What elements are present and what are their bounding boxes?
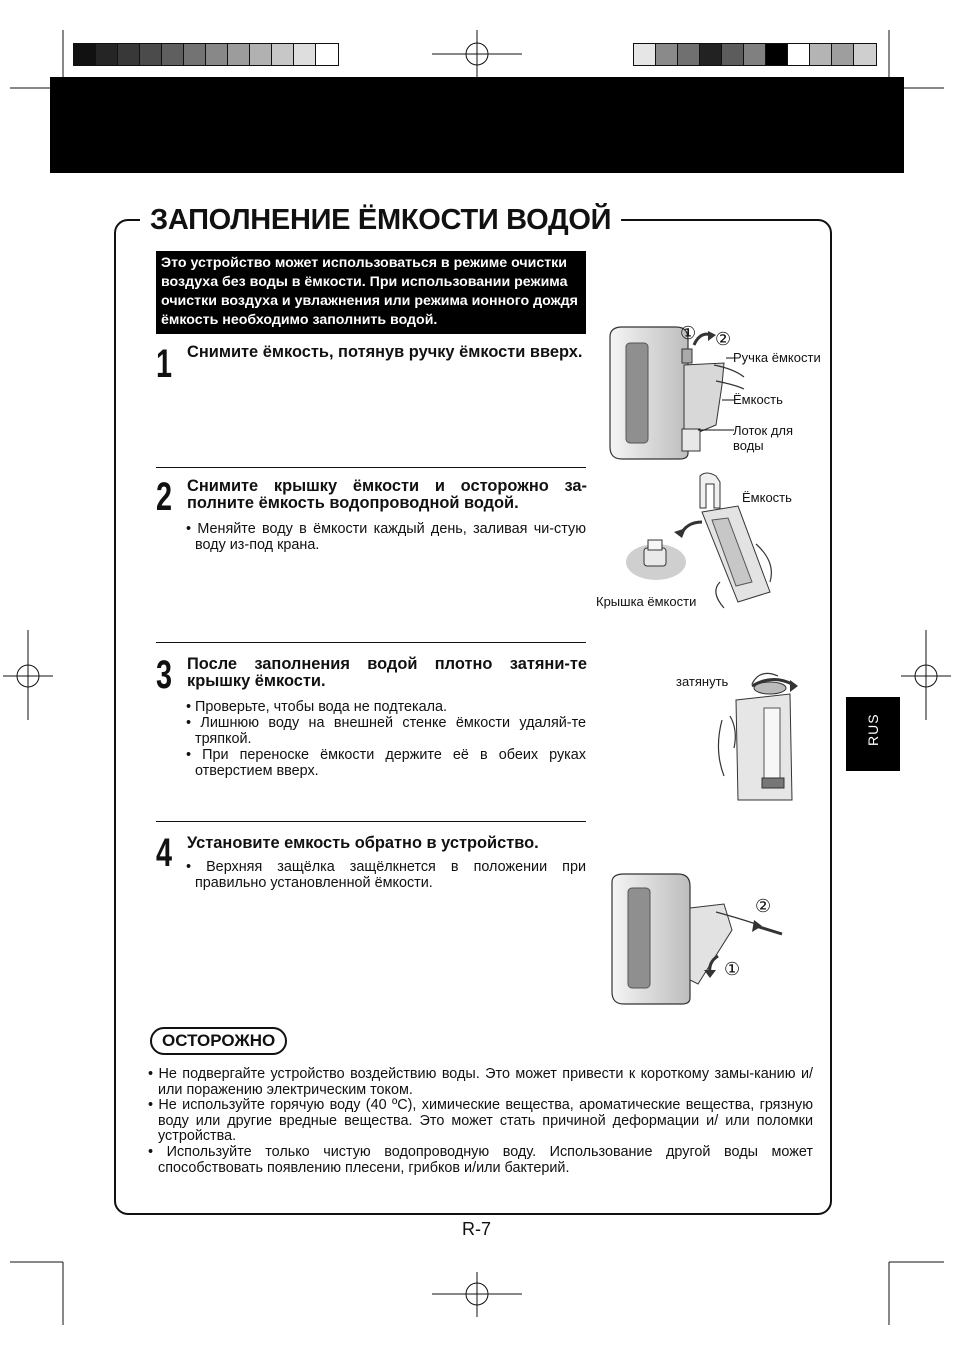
step-4-heading: Установите емкость обратно в устройство. [187,834,539,852]
step-4-bullet: • Верхняя защёлка защёлкнется в положении при правильно установленной ёмкости. [186,859,586,891]
step-3-heading: После заполнения водой плотно затяни-те крышку ёмкости. [187,655,587,690]
step-divider [156,467,586,468]
step-2-number: 2 [156,475,173,519]
language-tab-label: RUS [865,713,881,746]
step-3-bullet: • Лишнюю воду на внешней стенке ёмкости удаляй-те тряпкой. [186,715,586,747]
step-3-number: 3 [156,653,173,697]
step-4-bullets [186,859,586,891]
figure-4-marker-2: ② [755,896,772,916]
header-band [50,77,904,173]
step-divider [156,642,586,643]
label-water-tray-line: воды [733,438,764,453]
figure-1-marker-1: ① [680,323,697,343]
caution-badge: ОСТОРОЖНО [150,1027,287,1055]
step-1-heading: Снимите ёмкость, потянув ручку ёмкости вверх. [187,343,583,361]
step-2-bullet: • Меняйте воду в ёмкости каждый день, заливая чи-стую воду из-под крана. [186,521,586,553]
step-4-number: 4 [156,831,173,875]
step-3-bullet: • При переноске ёмкости держите её в обеих руках отверстием вверх. [186,747,586,779]
caution-item: • Используйте только чистую водопроводную воду. Использование другой воды может способствовать появлению плесени, грибков и/или бактерий. [148,1143,813,1176]
figure-1-leaders [686,354,746,464]
label-tighten: затянуть [676,674,729,689]
figure-4-marker-1: ① [724,959,741,979]
figure-insert-tank [606,872,786,1012]
figure-1-marker-2: ② [715,329,732,349]
step-2-heading: Снимите крышку ёмкости и осторожно за-полните ёмкость водопроводной водой. [187,477,587,512]
label-tank: Ёмкость [733,392,783,407]
label-tank: Ёмкость [742,490,792,505]
language-tab [846,697,900,771]
page-title: ЗАПОЛНЕНИЕ ЁМКОСТИ ВОДОЙ [140,201,621,239]
figure-tighten-cap [712,660,822,800]
step-3-bullet: • Проверьте, чтобы вода не подтекала. [186,699,448,715]
caution-item: • Не используйте горячую воду (40 ºC), химические вещества, ароматические вещества, грязную воду или другие вредные вещества. Это может стать причиной деформации и/ или поломки устройства. [148,1097,813,1145]
caution-item: • Не подвергайте устройство воздействию воды. Это может привести к короткому замы-канию и/или поражению электрическим током. [148,1066,813,1098]
page-number: R-7 [462,1219,492,1239]
label-tank-handle: Ручка ёмкости [733,350,821,365]
step-1-number: 1 [156,342,173,386]
step-divider [156,821,586,822]
step-3-bullets [186,699,586,779]
step-2-bullets [186,521,586,553]
intro-note: Это устройство может использоваться в режиме очистки воздуха без воды в ёмкости. При использовании режима очистки воздуха и увлажнения или режима ионного дождя ёмкость необходимо заполнить водой. [156,251,586,334]
label-tank-cap: Крышка ёмкости [596,594,697,609]
label-water-tray-line: Лоток для [733,423,794,438]
caution-list [148,1067,813,1176]
